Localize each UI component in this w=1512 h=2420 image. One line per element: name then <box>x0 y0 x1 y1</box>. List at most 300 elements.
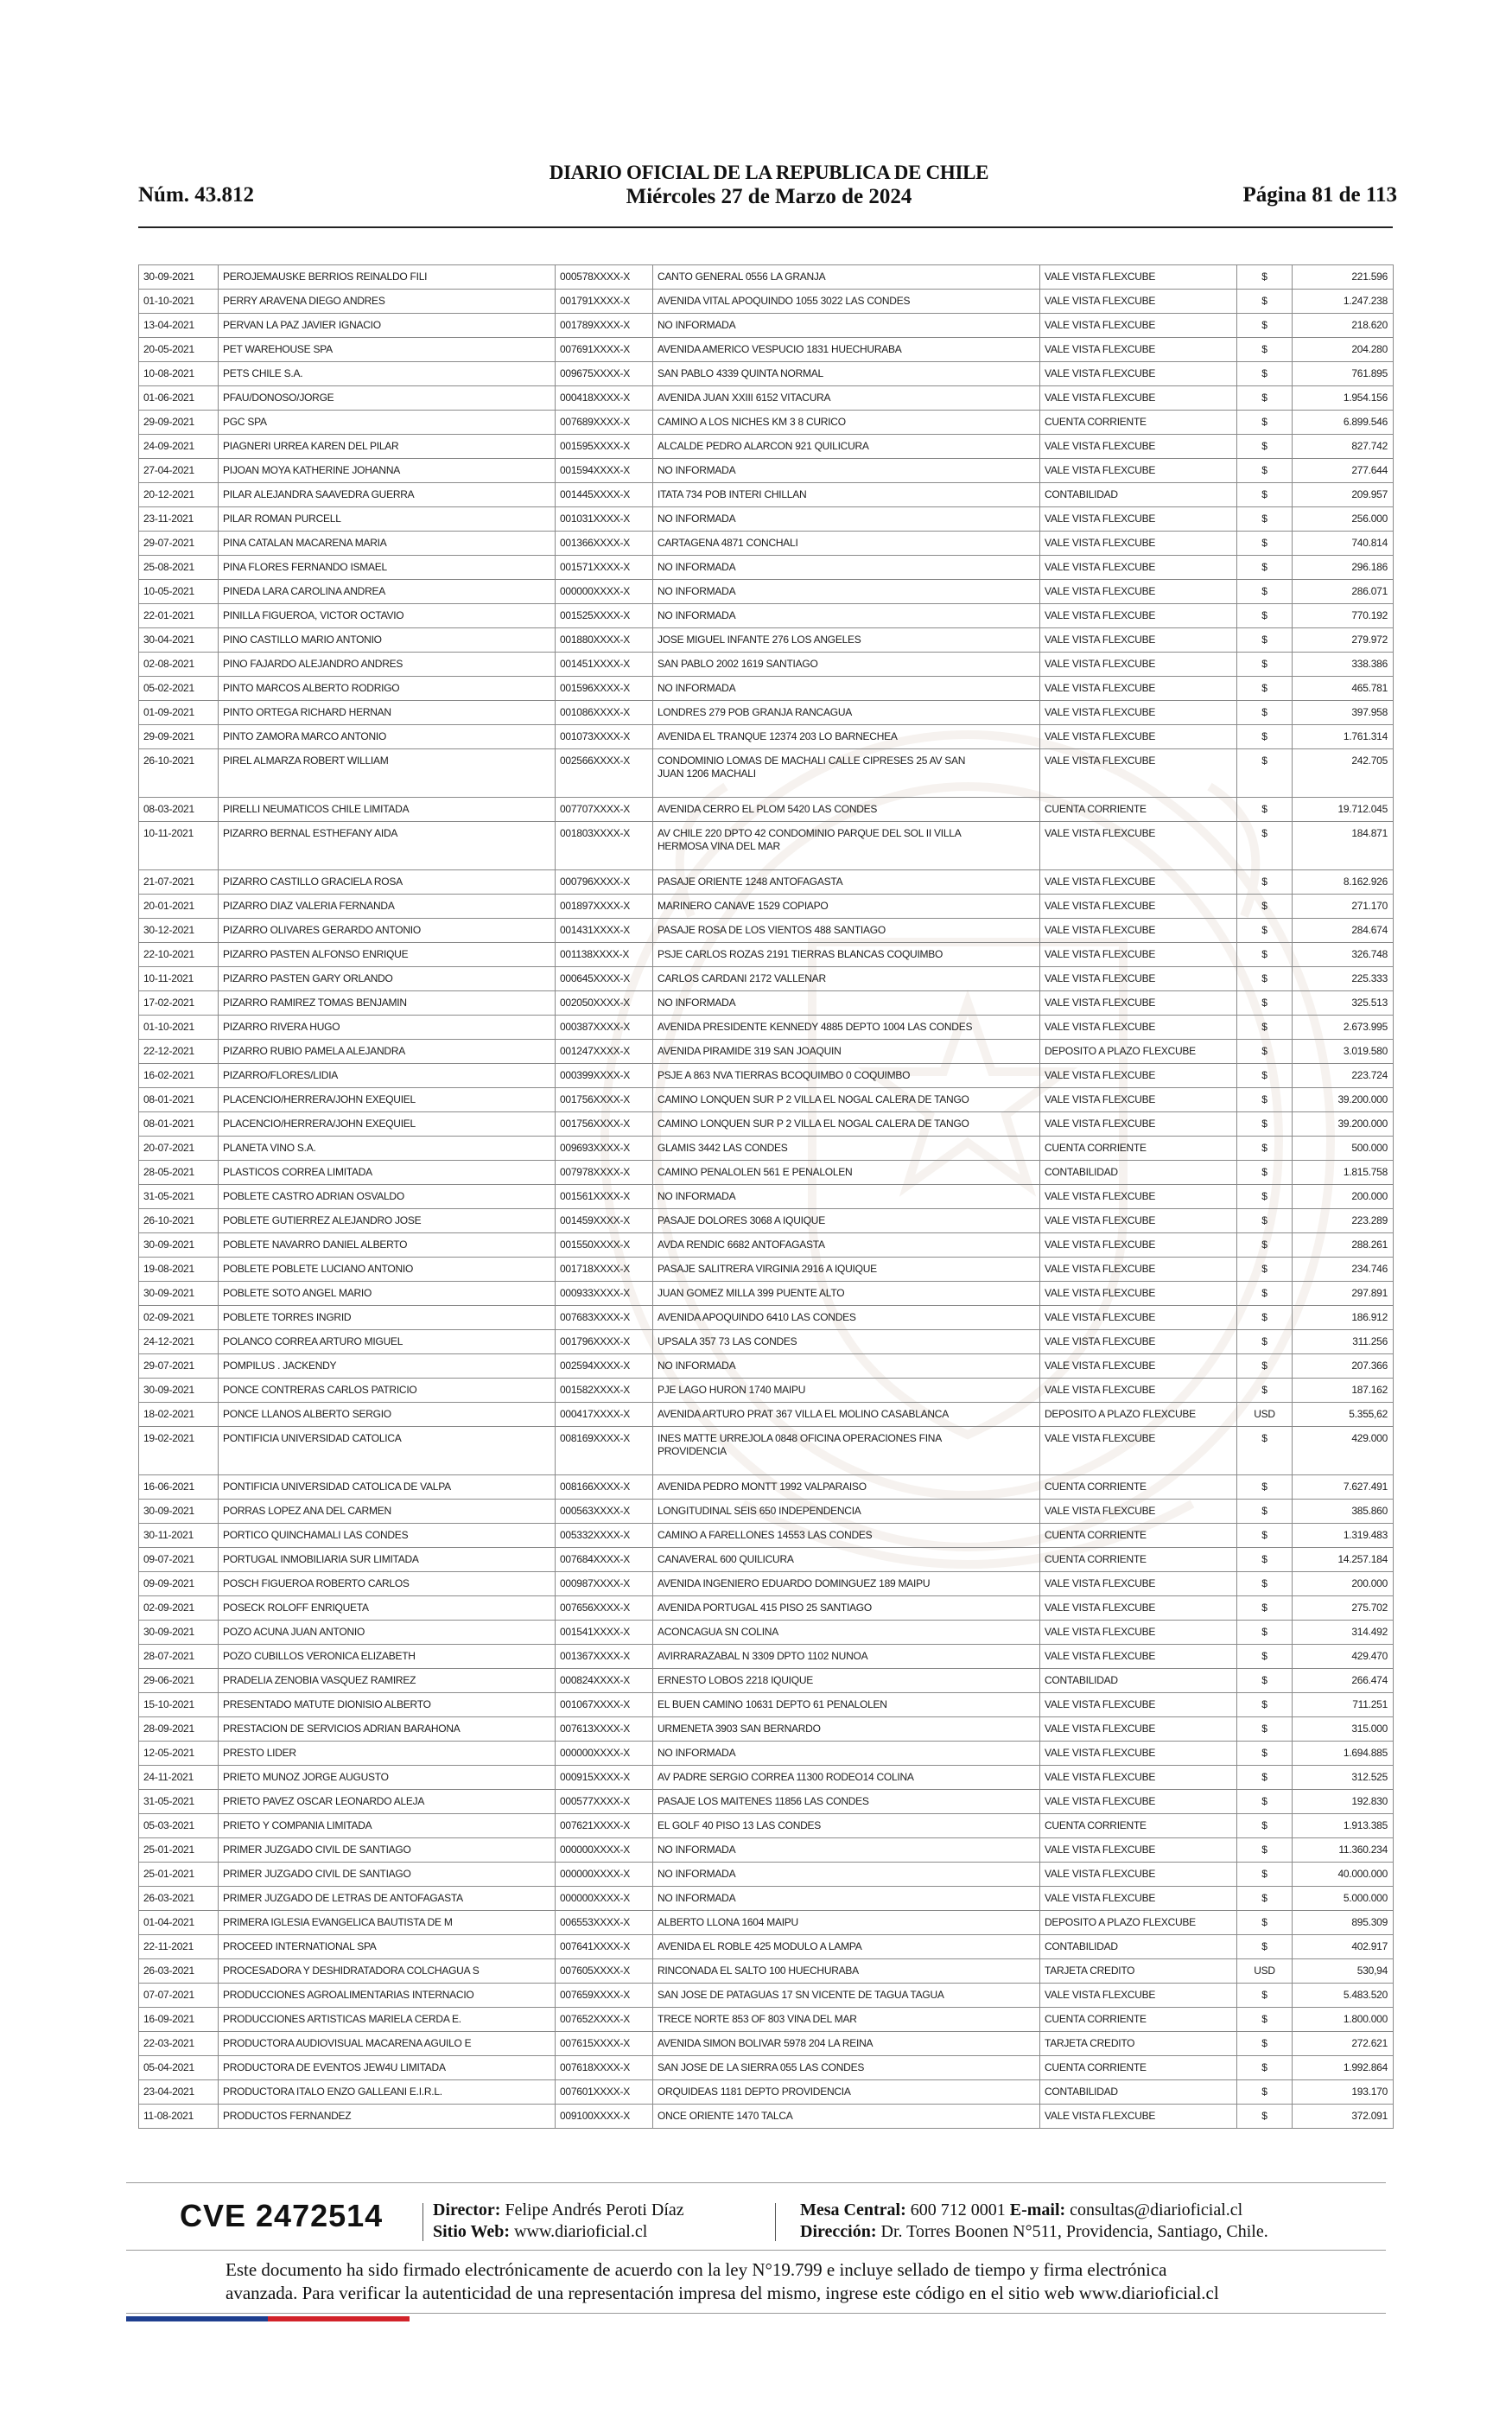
cell-text: 008169XXXX-X <box>560 1432 631 1444</box>
cell-type <box>1040 1717 1237 1741</box>
cell-text: 000000XXXX-X <box>560 1892 631 1904</box>
cell-text: 16-06-2021 <box>143 1481 194 1493</box>
cell-text: 1.800.000 <box>1343 2013 1388 2025</box>
cell-address <box>653 943 1040 966</box>
cell-text: 31-05-2021 <box>143 1795 194 1807</box>
cell-text: NO INFORMADA <box>658 1892 736 1904</box>
cell-text: 385.860 <box>1351 1505 1388 1517</box>
cell-name <box>219 1161 556 1184</box>
cell-currency <box>1237 870 1293 894</box>
cell-type <box>1040 1112 1237 1136</box>
cell-text: VALE VISTA FLEXCUBE <box>1045 1577 1156 1589</box>
table-row <box>139 1427 1394 1475</box>
cell-text: 08-03-2021 <box>143 803 194 815</box>
cell-text: 29-07-2021 <box>143 1360 194 1372</box>
cell-text: PRESENTADO MATUTE DIONISIO ALBERTO <box>223 1698 431 1710</box>
cell-currency <box>1237 1040 1293 1063</box>
cell-text: 338.386 <box>1351 658 1388 670</box>
table-row <box>139 1863 1394 1887</box>
cell-text: POBLETE SOTO ANGEL MARIO <box>223 1287 372 1299</box>
cell-amount <box>1293 967 1394 990</box>
cell-text: 30-12-2021 <box>143 924 194 936</box>
cell-date <box>139 507 219 531</box>
cell-text: 1.815.758 <box>1343 1166 1388 1178</box>
cell-text: POZO CUBILLOS VERONICA ELIZABETH <box>223 1650 416 1662</box>
cell-rut <box>556 1233 653 1257</box>
cell-rut <box>556 1088 653 1111</box>
header-divider <box>138 226 1393 228</box>
cell-text: 25-01-2021 <box>143 1844 194 1856</box>
director-name: Felipe Andrés Peroti Díaz <box>505 2200 684 2219</box>
cell-date <box>139 653 219 676</box>
cell-text: PRIETO MUNOZ JORGE AUGUSTO <box>223 1771 389 1783</box>
cell-text: HERMOSA VINA DEL MAR <box>658 840 780 852</box>
table-row <box>139 1935 1394 1959</box>
cell-date <box>139 2032 219 2055</box>
cell-amount <box>1293 895 1394 918</box>
cell-date <box>139 1524 219 1547</box>
cell-text: PIZARRO/FLORES/LIDIA <box>223 1069 339 1081</box>
cell-type <box>1040 459 1237 482</box>
cell-text: $ <box>1261 2037 1267 2049</box>
cell-address <box>653 1742 1040 1765</box>
contact-line <box>800 2200 1242 2220</box>
cell-date <box>139 2080 219 2104</box>
cell-rut <box>556 653 653 676</box>
cell-text: PORRAS LOPEZ ANA DEL CARMEN <box>223 1505 391 1517</box>
cell-type <box>1040 822 1237 869</box>
cell-text: CUENTA CORRIENTE <box>1045 1142 1147 1154</box>
website-line <box>433 2221 647 2242</box>
cell-name <box>219 338 556 361</box>
cell-text: CARLOS CARDANI 2172 VALLENAR <box>658 972 826 984</box>
cell-type <box>1040 604 1237 627</box>
cell-rut <box>556 1887 653 1910</box>
cell-text: 002050XXXX-X <box>560 997 631 1009</box>
cell-text: 19-02-2021 <box>143 1432 194 1444</box>
table-row <box>139 1790 1394 1814</box>
cell-rut <box>556 1379 653 1402</box>
cell-rut <box>556 2056 653 2079</box>
cell-amount <box>1293 2105 1394 2128</box>
cell-text: 1.992.864 <box>1343 2061 1388 2073</box>
cell-date <box>139 1645 219 1668</box>
cell-text: JUAN GOMEZ MILLA 399 PUENTE ALTO <box>658 1287 845 1299</box>
cell-address <box>653 1500 1040 1523</box>
cell-type <box>1040 1475 1237 1499</box>
cell-rut <box>556 1596 653 1620</box>
cell-text: 01-04-2021 <box>143 1916 194 1928</box>
cell-text: $ <box>1261 1190 1267 1202</box>
cell-rut <box>556 386 653 410</box>
cell-text: 000933XXXX-X <box>560 1287 631 1299</box>
cell-currency <box>1237 1596 1293 1620</box>
cell-rut <box>556 532 653 555</box>
cell-text: 000418XXXX-X <box>560 392 631 404</box>
cell-text: $ <box>1261 1529 1267 1541</box>
table-row <box>139 483 1394 507</box>
cell-text: CAMINO LONQUEN SUR P 2 VILLA EL NOGAL CALERA DE TANGO <box>658 1093 969 1105</box>
cell-text: VALE VISTA FLEXCUBE <box>1045 1287 1156 1299</box>
cell-rut <box>556 1621 653 1644</box>
cell-currency <box>1237 1717 1293 1741</box>
cell-text: VALE VISTA FLEXCUBE <box>1045 440 1156 452</box>
cell-name <box>219 532 556 555</box>
cell-name <box>219 362 556 385</box>
cell-text: 40.000.000 <box>1337 1868 1388 1880</box>
cell-address <box>653 1935 1040 1958</box>
cell-text: 000399XXXX-X <box>560 1069 631 1081</box>
cell-date <box>139 1258 219 1281</box>
cell-text: VALE VISTA FLEXCUBE <box>1045 1311 1156 1323</box>
cell-rut <box>556 604 653 627</box>
cell-text: TARJETA CREDITO <box>1045 2037 1135 2049</box>
cell-name <box>219 1403 556 1426</box>
cell-text: CANTO GENERAL 0556 LA GRANJA <box>658 271 826 283</box>
cell-text: AVENIDA AMERICO VESPUCIO 1831 HUECHURABA <box>658 343 902 355</box>
cell-name <box>219 798 556 821</box>
cell-text: CUENTA CORRIENTE <box>1045 803 1147 815</box>
cell-amount <box>1293 411 1394 434</box>
cell-currency <box>1237 2056 1293 2079</box>
cell-text: PIZARRO CASTILLO GRACIELA ROSA <box>223 876 403 888</box>
cell-text: 184.871 <box>1351 827 1388 839</box>
cell-text: ERNESTO LOBOS 2218 IQUIQUE <box>658 1674 814 1686</box>
cell-type <box>1040 1693 1237 1716</box>
cell-text: PRIMER JUZGADO CIVIL DE SANTIAGO <box>223 1844 411 1856</box>
cell-text: $ <box>1261 1505 1267 1517</box>
cell-currency <box>1237 628 1293 652</box>
cell-address <box>653 2056 1040 2079</box>
cell-text: VALE VISTA FLEXCUBE <box>1045 271 1156 283</box>
cell-name <box>219 1790 556 1813</box>
table-row <box>139 1161 1394 1185</box>
cell-date <box>139 1379 219 1402</box>
cell-type <box>1040 628 1237 652</box>
cell-address <box>653 338 1040 361</box>
cell-text: $ <box>1261 1892 1267 1904</box>
cell-name <box>219 1959 556 1983</box>
cell-text: $ <box>1261 1045 1267 1057</box>
cell-text: CAMINO PENALOLEN 561 E PENALOLEN <box>658 1166 853 1178</box>
cell-address <box>653 1669 1040 1692</box>
table-row <box>139 628 1394 653</box>
cell-text: 827.742 <box>1351 440 1388 452</box>
cell-text: $ <box>1261 1214 1267 1226</box>
cell-amount <box>1293 1475 1394 1499</box>
cell-text: 001803XXXX-X <box>560 827 631 839</box>
website-link[interactable]: www.diarioficial.cl <box>514 2222 648 2241</box>
cell-currency <box>1237 2105 1293 2128</box>
cell-date <box>139 1838 219 1862</box>
cell-text: 001366XXXX-X <box>560 537 631 549</box>
cell-rut <box>556 1330 653 1353</box>
cell-text: MARINERO CANAVE 1529 COPIAPO <box>658 900 829 912</box>
cell-address <box>653 1717 1040 1741</box>
cell-currency <box>1237 1621 1293 1644</box>
cell-text: $ <box>1261 900 1267 912</box>
cell-text: VALE VISTA FLEXCUBE <box>1045 319 1156 331</box>
cell-text: $ <box>1261 948 1267 960</box>
cell-text: URMENETA 3903 SAN BERNARDO <box>658 1723 821 1735</box>
cell-text: $ <box>1261 1723 1267 1735</box>
cell-currency <box>1237 677 1293 700</box>
cve-code: CVE 2472514 <box>180 2198 384 2233</box>
cell-text: CAMINO A FARELLONES 14553 LAS CONDES <box>658 1529 873 1541</box>
cell-text: 20-01-2021 <box>143 900 194 912</box>
cell-date <box>139 1742 219 1765</box>
cell-rut <box>556 1161 653 1184</box>
table-row <box>139 2056 1394 2080</box>
cell-text: 007652XXXX-X <box>560 2013 631 2025</box>
cell-date <box>139 1306 219 1329</box>
cell-text: 256.000 <box>1351 513 1388 525</box>
website-label: Sitio Web: <box>433 2222 511 2241</box>
table-row <box>139 1959 1394 1984</box>
cell-currency <box>1237 1911 1293 1934</box>
cell-text: 000577XXXX-X <box>560 1795 631 1807</box>
cell-text: 11.360.234 <box>1338 1844 1388 1856</box>
cell-type <box>1040 2105 1237 2128</box>
cell-amount <box>1293 604 1394 627</box>
cell-currency <box>1237 725 1293 748</box>
cell-text: PIJOAN MOYA KATHERINE JOHANNA <box>223 464 401 476</box>
cell-amount <box>1293 1209 1394 1232</box>
table-row <box>139 1621 1394 1645</box>
cell-address <box>653 1088 1040 1111</box>
cell-type <box>1040 1137 1237 1160</box>
cell-text: 08-01-2021 <box>143 1118 194 1130</box>
cell-name <box>219 1475 556 1499</box>
cell-text: 001367XXXX-X <box>560 1650 631 1662</box>
cell-amount <box>1293 628 1394 652</box>
cell-text: 001550XXXX-X <box>560 1239 631 1251</box>
cell-text: 5.355,62 <box>1349 1408 1388 1420</box>
cell-text: VALE VISTA FLEXCUBE <box>1045 609 1156 621</box>
cell-text: 001247XXXX-X <box>560 1045 631 1057</box>
cell-text: CONTABILIDAD <box>1045 488 1118 500</box>
cell-address <box>653 265 1040 289</box>
cell-type <box>1040 1354 1237 1378</box>
cell-text: VALE VISTA FLEXCUBE <box>1045 658 1156 670</box>
cell-type <box>1040 1959 1237 1983</box>
table-row <box>139 604 1394 628</box>
cell-text: VALE VISTA FLEXCUBE <box>1045 1360 1156 1372</box>
cell-text: $ <box>1261 1069 1267 1081</box>
cell-text: $ <box>1261 1771 1267 1783</box>
cell-text: CUENTA CORRIENTE <box>1045 1553 1147 1565</box>
cell-text: 22-12-2021 <box>143 1045 194 1057</box>
cell-amount <box>1293 1814 1394 1837</box>
cell-currency <box>1237 265 1293 289</box>
cell-address <box>653 1161 1040 1184</box>
cell-text: $ <box>1261 319 1267 331</box>
table-row <box>139 1887 1394 1911</box>
cell-address <box>653 1379 1040 1402</box>
email-label: E-mail: <box>1009 2200 1066 2219</box>
cell-text: 279.972 <box>1351 634 1388 646</box>
cell-date <box>139 1717 219 1741</box>
cell-address <box>653 604 1040 627</box>
cell-address <box>653 1645 1040 1668</box>
cell-text: 09-07-2021 <box>143 1553 194 1565</box>
cell-text: $ <box>1261 1868 1267 1880</box>
cell-address <box>653 1209 1040 1232</box>
cell-address <box>653 1790 1040 1813</box>
cell-text: 001086XXXX-X <box>560 706 631 718</box>
cell-text: NO INFORMADA <box>658 997 736 1009</box>
cell-text: 207.366 <box>1351 1360 1388 1372</box>
cell-amount <box>1293 1112 1394 1136</box>
cell-text: 311.256 <box>1352 1335 1388 1347</box>
cell-name <box>219 749 556 797</box>
cell-name <box>219 507 556 531</box>
cell-text: $ <box>1261 972 1267 984</box>
cell-rut <box>556 314 653 337</box>
cell-date <box>139 967 219 990</box>
cell-rut <box>556 2008 653 2031</box>
cell-text: 006553XXXX-X <box>560 1916 631 1928</box>
cell-name <box>219 1354 556 1378</box>
cell-text: 192.830 <box>1351 1795 1388 1807</box>
cell-type <box>1040 1040 1237 1063</box>
cell-text: $ <box>1261 706 1267 718</box>
cell-address <box>653 653 1040 676</box>
cell-date <box>139 1935 219 1958</box>
cell-address <box>653 1258 1040 1281</box>
cell-text: 000000XXXX-X <box>560 1868 631 1880</box>
cell-currency <box>1237 338 1293 361</box>
cell-text: PFAU/DONOSO/JORGE <box>223 392 334 404</box>
cell-text: 01-06-2021 <box>143 392 194 404</box>
cell-date <box>139 822 219 869</box>
cell-currency <box>1237 483 1293 506</box>
cell-name <box>219 411 556 434</box>
cell-name <box>219 1814 556 1837</box>
cell-amount <box>1293 1524 1394 1547</box>
table-row <box>139 290 1394 314</box>
cell-name <box>219 580 556 603</box>
cell-currency <box>1237 653 1293 676</box>
cell-text: $ <box>1261 1481 1267 1493</box>
cell-rut <box>556 1838 653 1862</box>
table-row <box>139 1645 1394 1669</box>
masthead <box>138 161 1400 210</box>
cell-rut <box>556 411 653 434</box>
cell-text: 21-07-2021 <box>143 876 194 888</box>
cell-text: $ <box>1261 440 1267 452</box>
cell-currency <box>1237 1500 1293 1523</box>
cell-date <box>139 1137 219 1160</box>
cell-text: VALE VISTA FLEXCUBE <box>1045 1021 1156 1033</box>
cell-address <box>653 1306 1040 1329</box>
cell-text: 1.247.238 <box>1343 295 1388 307</box>
cell-text: 001031XXXX-X <box>560 513 631 525</box>
cell-name <box>219 1209 556 1232</box>
cell-name <box>219 1330 556 1353</box>
cell-text: PIZARRO RUBIO PAMELA ALEJANDRA <box>223 1045 406 1057</box>
cell-text: 711.251 <box>1352 1698 1388 1710</box>
cell-currency <box>1237 822 1293 869</box>
office-address: Dr. Torres Boonen N°511, Providencia, Santiago, Chile. <box>880 2222 1268 2241</box>
cell-text: TRECE NORTE 853 OF 803 VINA DEL MAR <box>658 2013 857 2025</box>
cell-text: PINEDA LARA CAROLINA ANDREA <box>223 585 385 597</box>
cell-text: 31-05-2021 <box>143 1190 194 1202</box>
cell-rut <box>556 870 653 894</box>
cell-amount <box>1293 1500 1394 1523</box>
cell-text: 007691XXXX-X <box>560 343 631 355</box>
cell-text: $ <box>1261 367 1267 379</box>
cell-text: 225.333 <box>1351 972 1388 984</box>
cell-amount <box>1293 1548 1394 1571</box>
cell-name <box>219 677 556 700</box>
cell-address <box>653 919 1040 942</box>
cell-text: $ <box>1261 1021 1267 1033</box>
table-row <box>139 1233 1394 1258</box>
cell-text: 24-09-2021 <box>143 440 194 452</box>
cell-text: $ <box>1261 1747 1267 1759</box>
cell-text: PEROJEMAUSKE BERRIOS REINALDO FILI <box>223 271 428 283</box>
cell-date <box>139 1112 219 1136</box>
cell-rut <box>556 435 653 458</box>
cell-currency <box>1237 1742 1293 1765</box>
table-row <box>139 895 1394 919</box>
cell-currency <box>1237 556 1293 579</box>
email-link[interactable]: consultas@diarioficial.cl <box>1070 2200 1243 2219</box>
cell-text: 20-12-2021 <box>143 488 194 500</box>
cell-text: 20-07-2021 <box>143 1142 194 1154</box>
cell-type <box>1040 556 1237 579</box>
cell-text: $ <box>1261 876 1267 888</box>
cell-type <box>1040 1161 1237 1184</box>
cell-text: 23-11-2021 <box>143 513 194 525</box>
cell-text: POLANCO CORREA ARTURO MIGUEL <box>223 1335 403 1347</box>
cell-type <box>1040 1064 1237 1087</box>
cell-date <box>139 1621 219 1644</box>
cell-name <box>219 1717 556 1741</box>
cell-rut <box>556 507 653 531</box>
cell-address <box>653 798 1040 821</box>
cell-date <box>139 1403 219 1426</box>
cell-text: INES MATTE URREJOLA 0848 OFICINA OPERACIONES FINA <box>658 1432 942 1444</box>
cell-text: JUAN 1206 MACHALI <box>658 767 756 780</box>
cell-name <box>219 991 556 1015</box>
cell-rut <box>556 919 653 942</box>
cell-text: PLACENCIO/HERRERA/JOHN EXEQUIEL <box>223 1118 416 1130</box>
cell-type <box>1040 701 1237 724</box>
cell-amount <box>1293 1161 1394 1184</box>
cell-text: 27-04-2021 <box>143 464 194 476</box>
address-line <box>800 2221 1268 2242</box>
cell-text: VALE VISTA FLEXCUBE <box>1045 1384 1156 1396</box>
cell-currency <box>1237 1016 1293 1039</box>
cell-currency <box>1237 1282 1293 1305</box>
cell-text: AVENIDA PIRAMIDE 319 SAN JOAQUIN <box>658 1045 842 1057</box>
cell-currency <box>1237 2008 1293 2031</box>
cell-text: 01-10-2021 <box>143 1021 194 1033</box>
cell-currency <box>1237 1645 1293 1668</box>
cell-amount <box>1293 435 1394 458</box>
cell-date <box>139 991 219 1015</box>
cell-text: VALE VISTA FLEXCUBE <box>1045 1118 1156 1130</box>
cell-text: 001541XXXX-X <box>560 1626 631 1638</box>
cell-text: 007601XXXX-X <box>560 2086 631 2098</box>
cell-text: PINTO ZAMORA MARCO ANTONIO <box>223 730 387 742</box>
cell-text: AVDA RENDIC 6682 ANTOFAGASTA <box>658 1239 825 1251</box>
cell-amount <box>1293 1306 1394 1329</box>
cell-text: PRESTO LIDER <box>223 1747 296 1759</box>
cell-date <box>139 1596 219 1620</box>
